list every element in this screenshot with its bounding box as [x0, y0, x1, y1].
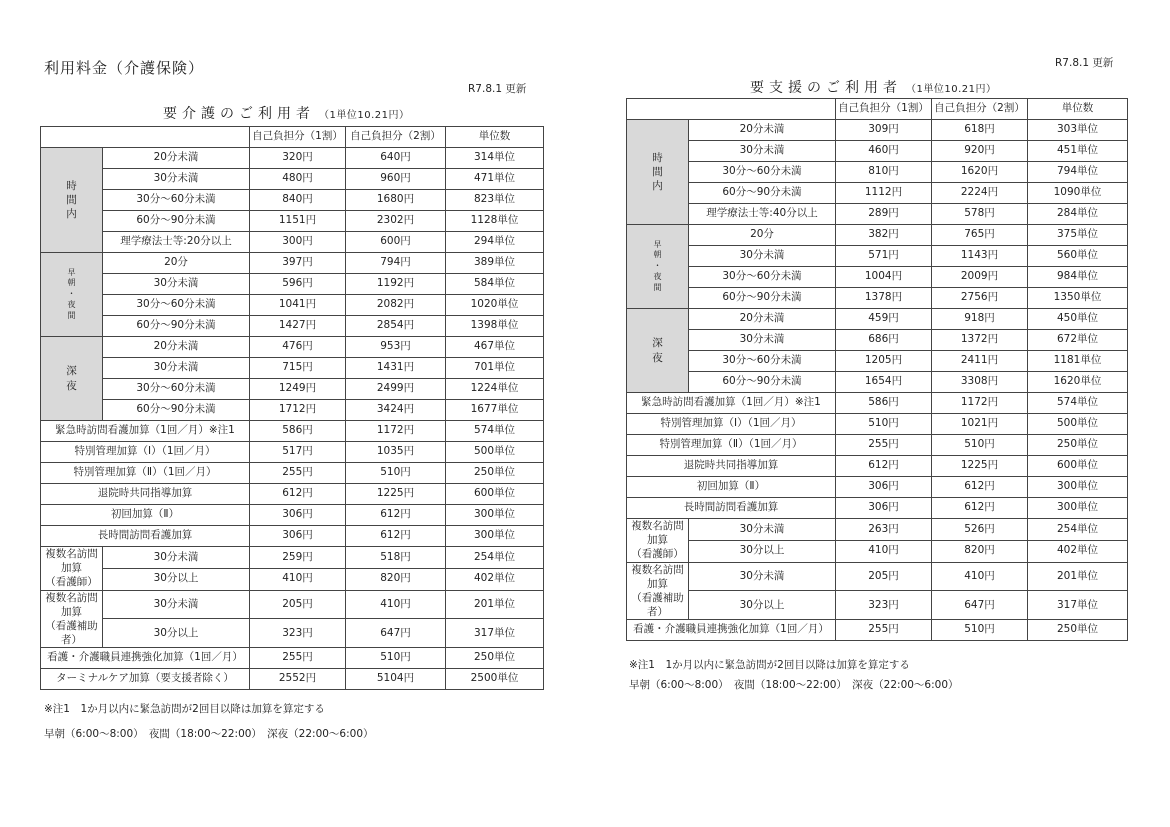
table-row — [41, 526, 544, 547]
price-cell: 1431円 — [346, 358, 446, 379]
duration-label: 20分未満 — [689, 309, 836, 330]
price-cell: 586円 — [836, 393, 932, 414]
duration-label: 20分未満 — [103, 148, 250, 169]
addon-label: 退院時共同指導加算 — [627, 456, 836, 477]
left-heading-text: 要介護のご利用者 — [163, 106, 315, 122]
units-cell: 294単位 — [446, 232, 544, 253]
time-category-label: 深 夜 — [627, 309, 689, 393]
duration-label: 30分〜60分未満 — [103, 190, 250, 211]
multi-visit-duration: 30分未満 — [689, 562, 836, 591]
duration-label: 30分未満 — [689, 246, 836, 267]
price-cell: 3308円 — [932, 372, 1028, 393]
table-row — [41, 190, 544, 211]
price-cell: 255円 — [836, 620, 932, 641]
right-section-heading — [750, 77, 997, 97]
units-cell: 500単位 — [446, 442, 544, 463]
units-cell: 1350単位 — [1028, 288, 1128, 309]
price-cell: 612円 — [346, 526, 446, 547]
price-cell: 255円 — [250, 648, 346, 669]
addon-label: 初回加算（Ⅱ） — [41, 505, 250, 526]
table-row — [41, 568, 544, 590]
multi-visit-duration: 30分未満 — [103, 547, 250, 569]
units-cell: 389単位 — [446, 253, 544, 274]
multi-visit-duration: 30分以上 — [689, 591, 836, 620]
column-header: 自己負担分（1割） — [836, 99, 932, 120]
price-cell: 1225円 — [346, 484, 446, 505]
price-cell: 397円 — [250, 253, 346, 274]
time-category-label: 早 朝 ・ 夜 間 — [627, 225, 689, 309]
price-cell: 309円 — [836, 120, 932, 141]
table-row — [41, 442, 544, 463]
addon-label: 初回加算（Ⅱ） — [627, 477, 836, 498]
price-cell: 618円 — [932, 120, 1028, 141]
units-cell: 471単位 — [446, 169, 544, 190]
units-cell: 1677単位 — [446, 400, 544, 421]
duration-label: 30分未満 — [689, 141, 836, 162]
addon-label: 特別管理加算（Ⅱ）（1回／月） — [627, 435, 836, 456]
units-cell: 600単位 — [446, 484, 544, 505]
price-cell: 612円 — [346, 505, 446, 526]
units-cell: 823単位 — [446, 190, 544, 211]
table-row — [41, 648, 544, 669]
price-cell: 3424円 — [346, 400, 446, 421]
table-row — [41, 295, 544, 316]
table-row — [627, 498, 1128, 519]
table-row — [627, 246, 1128, 267]
addon-label: 看護・介護職員連携強化加算（1回／月） — [41, 648, 250, 669]
table-row — [41, 358, 544, 379]
price-cell: 1021円 — [932, 414, 1028, 435]
price-cell: 612円 — [932, 498, 1028, 519]
price-cell: 510円 — [346, 463, 446, 484]
units-cell: 314単位 — [446, 148, 544, 169]
left-update-date: R7.8.1 更新 — [468, 83, 527, 95]
units-cell: 600単位 — [1028, 456, 1128, 477]
addon-label: 退院時共同指導加算 — [41, 484, 250, 505]
table-row — [627, 477, 1128, 498]
price-cell: 382円 — [836, 225, 932, 246]
price-cell: 518円 — [346, 547, 446, 569]
duration-label: 理学療法士等:40分以上 — [689, 204, 836, 225]
units-cell: 467単位 — [446, 337, 544, 358]
price-cell: 571円 — [836, 246, 932, 267]
multi-visit-label: 複数名訪問加算 （看護師） — [627, 519, 689, 563]
addon-label: 長時間訪問看護加算 — [627, 498, 836, 519]
table-row — [627, 519, 1128, 541]
price-cell: 953円 — [346, 337, 446, 358]
table-row — [41, 619, 544, 648]
price-cell: 2224円 — [932, 183, 1028, 204]
table-row — [41, 505, 544, 526]
price-cell: 586円 — [250, 421, 346, 442]
units-cell: 1398単位 — [446, 316, 544, 337]
duration-label: 30分未満 — [689, 330, 836, 351]
duration-label: 60分〜90分未満 — [689, 372, 836, 393]
price-cell: 259円 — [250, 547, 346, 569]
time-category-label: 早 朝 ・ 夜 間 — [41, 253, 103, 337]
units-cell: 560単位 — [1028, 246, 1128, 267]
table-row — [627, 162, 1128, 183]
units-cell: 451単位 — [1028, 141, 1128, 162]
price-cell: 920円 — [932, 141, 1028, 162]
price-cell: 1680円 — [346, 190, 446, 211]
price-cell: 306円 — [836, 477, 932, 498]
units-cell: 254単位 — [1028, 519, 1128, 541]
price-cell: 1004円 — [836, 267, 932, 288]
price-cell: 765円 — [932, 225, 1028, 246]
addon-label: 特別管理加算（Ⅰ）（1回／月） — [627, 414, 836, 435]
price-cell: 1192円 — [346, 274, 446, 295]
header-row — [41, 127, 544, 148]
price-cell: 205円 — [836, 562, 932, 591]
price-cell: 1112円 — [836, 183, 932, 204]
column-header: 自己負担分（2割） — [346, 127, 446, 148]
units-cell: 201単位 — [1028, 562, 1128, 591]
right-footnote-time-ranges: 早朝（6:00〜8:00） 夜間（18:00〜22:00） 深夜（22:00〜6:00） — [629, 679, 959, 691]
duration-label: 30分未満 — [103, 274, 250, 295]
price-cell: 647円 — [346, 619, 446, 648]
table-row — [627, 183, 1128, 204]
price-cell: 410円 — [250, 568, 346, 590]
units-cell: 375単位 — [1028, 225, 1128, 246]
price-cell: 1427円 — [250, 316, 346, 337]
price-cell: 1151円 — [250, 211, 346, 232]
price-cell: 480円 — [250, 169, 346, 190]
price-cell: 510円 — [932, 620, 1028, 641]
time-category-label: 時 間 内 — [627, 120, 689, 225]
units-cell: 2500単位 — [446, 669, 544, 690]
duration-label: 30分〜60分未満 — [689, 351, 836, 372]
table-row — [41, 148, 544, 169]
price-cell: 320円 — [250, 148, 346, 169]
price-cell: 300円 — [250, 232, 346, 253]
price-cell: 306円 — [250, 505, 346, 526]
price-cell: 820円 — [932, 540, 1028, 562]
price-cell: 459円 — [836, 309, 932, 330]
duration-label: 60分〜90分未満 — [103, 316, 250, 337]
price-cell: 612円 — [932, 477, 1028, 498]
price-cell: 596円 — [250, 274, 346, 295]
care-fee-table — [40, 126, 544, 690]
price-cell: 960円 — [346, 169, 446, 190]
price-cell: 255円 — [836, 435, 932, 456]
price-cell: 2552円 — [250, 669, 346, 690]
left-section-heading — [163, 103, 410, 123]
price-cell: 578円 — [932, 204, 1028, 225]
header-corner — [627, 99, 836, 120]
multi-visit-duration: 30分以上 — [103, 619, 250, 648]
units-cell: 201単位 — [446, 590, 544, 619]
price-cell: 510円 — [932, 435, 1028, 456]
table-row — [627, 309, 1128, 330]
table-row — [627, 330, 1128, 351]
table-row — [627, 351, 1128, 372]
table-row — [627, 591, 1128, 620]
price-cell: 715円 — [250, 358, 346, 379]
addon-label: 特別管理加算（Ⅰ）（1回／月） — [41, 442, 250, 463]
column-header: 単位数 — [446, 127, 544, 148]
price-cell: 306円 — [250, 526, 346, 547]
table-row — [41, 421, 544, 442]
table-row — [41, 379, 544, 400]
table-row — [627, 435, 1128, 456]
price-cell: 323円 — [250, 619, 346, 648]
left-footnote-time-ranges: 早朝（6:00〜8:00） 夜間（18:00〜22:00） 深夜（22:00〜6:00） — [44, 728, 374, 740]
duration-label: 20分未満 — [689, 120, 836, 141]
column-header: 単位数 — [1028, 99, 1128, 120]
addon-label: 緊急時訪問看護加算（1回／月）※注1 — [41, 421, 250, 442]
multi-visit-label: 複数名訪問加算 （看護補助者） — [627, 562, 689, 620]
units-cell: 1620単位 — [1028, 372, 1128, 393]
price-cell: 794円 — [346, 253, 446, 274]
units-cell: 317単位 — [1028, 591, 1128, 620]
price-cell: 263円 — [836, 519, 932, 541]
right-footnote-emergency: ※注1 1か月以内に緊急訪問が2回目以降は加算を算定する — [629, 659, 910, 671]
time-category-label: 時 間 内 — [41, 148, 103, 253]
table-row — [627, 562, 1128, 591]
duration-label: 30分〜60分未満 — [689, 267, 836, 288]
price-cell: 2082円 — [346, 295, 446, 316]
price-cell: 510円 — [346, 648, 446, 669]
price-cell: 647円 — [932, 591, 1028, 620]
price-cell: 460円 — [836, 141, 932, 162]
support-fee-table — [626, 98, 1128, 641]
multi-visit-label: 複数名訪問加算 （看護補助者） — [41, 590, 103, 648]
multi-visit-duration: 30分未満 — [103, 590, 250, 619]
table-row — [627, 120, 1128, 141]
price-cell: 1205円 — [836, 351, 932, 372]
units-cell: 250単位 — [1028, 620, 1128, 641]
price-cell: 526円 — [932, 519, 1028, 541]
time-category-label: 深 夜 — [41, 337, 103, 421]
multi-visit-label: 複数名訪問加算 （看護師） — [41, 547, 103, 591]
table-row — [627, 141, 1128, 162]
addon-label: 特別管理加算（Ⅱ）（1回／月） — [41, 463, 250, 484]
price-cell: 810円 — [836, 162, 932, 183]
price-cell: 289円 — [836, 204, 932, 225]
table-row — [627, 372, 1128, 393]
units-cell: 1128単位 — [446, 211, 544, 232]
table-row — [41, 547, 544, 569]
price-cell: 840円 — [250, 190, 346, 211]
price-cell: 410円 — [932, 562, 1028, 591]
price-cell: 612円 — [250, 484, 346, 505]
table-row — [627, 267, 1128, 288]
table-row — [627, 456, 1128, 477]
price-cell: 1172円 — [932, 393, 1028, 414]
right-heading-text: 要支援のご利用者 — [750, 80, 902, 96]
table-row — [41, 211, 544, 232]
duration-label: 30分未満 — [103, 169, 250, 190]
units-cell: 1224単位 — [446, 379, 544, 400]
multi-visit-duration: 30分未満 — [689, 519, 836, 541]
units-cell: 300単位 — [446, 526, 544, 547]
price-cell: 410円 — [346, 590, 446, 619]
units-cell: 794単位 — [1028, 162, 1128, 183]
units-cell: 574単位 — [1028, 393, 1128, 414]
duration-label: 20分 — [689, 225, 836, 246]
table-row — [41, 463, 544, 484]
duration-label: 20分 — [103, 253, 250, 274]
table-row — [627, 540, 1128, 562]
price-cell: 1249円 — [250, 379, 346, 400]
price-cell: 1143円 — [932, 246, 1028, 267]
units-cell: 500単位 — [1028, 414, 1128, 435]
units-cell: 300単位 — [1028, 498, 1128, 519]
addon-label: 長時間訪問看護加算 — [41, 526, 250, 547]
table-row — [41, 253, 544, 274]
duration-label: 60分〜90分未満 — [689, 288, 836, 309]
left-heading-unit-note: （1単位10.21円） — [319, 110, 410, 121]
multi-visit-duration: 30分以上 — [103, 568, 250, 590]
table-row — [41, 316, 544, 337]
header-row — [627, 99, 1128, 120]
price-cell: 686円 — [836, 330, 932, 351]
price-cell: 2499円 — [346, 379, 446, 400]
price-cell: 2302円 — [346, 211, 446, 232]
price-cell: 820円 — [346, 568, 446, 590]
price-cell: 410円 — [836, 540, 932, 562]
table-row — [627, 288, 1128, 309]
table-row — [41, 232, 544, 253]
column-header: 自己負担分（2割） — [932, 99, 1028, 120]
price-cell: 2756円 — [932, 288, 1028, 309]
price-cell: 1041円 — [250, 295, 346, 316]
units-cell: 584単位 — [446, 274, 544, 295]
units-cell: 300単位 — [446, 505, 544, 526]
document-title: 利用料金（介護保険） — [44, 59, 205, 77]
price-cell: 1712円 — [250, 400, 346, 421]
duration-label: 30分〜60分未満 — [103, 295, 250, 316]
price-cell: 2854円 — [346, 316, 446, 337]
units-cell: 450単位 — [1028, 309, 1128, 330]
units-cell: 250単位 — [1028, 435, 1128, 456]
table-row — [41, 669, 544, 690]
price-cell: 323円 — [836, 591, 932, 620]
duration-label: 60分〜90分未満 — [103, 211, 250, 232]
units-cell: 574単位 — [446, 421, 544, 442]
duration-label: 30分未満 — [103, 358, 250, 379]
duration-label: 60分〜90分未満 — [689, 183, 836, 204]
price-cell: 612円 — [836, 456, 932, 477]
table-row — [627, 414, 1128, 435]
units-cell: 303単位 — [1028, 120, 1128, 141]
price-cell: 918円 — [932, 309, 1028, 330]
table-row — [41, 590, 544, 619]
price-cell: 1654円 — [836, 372, 932, 393]
units-cell: 1181単位 — [1028, 351, 1128, 372]
units-cell: 250単位 — [446, 648, 544, 669]
addon-label: 緊急時訪問看護加算（1回／月）※注1 — [627, 393, 836, 414]
duration-label: 20分未満 — [103, 337, 250, 358]
price-cell: 255円 — [250, 463, 346, 484]
table-row — [41, 337, 544, 358]
price-cell: 476円 — [250, 337, 346, 358]
price-cell: 517円 — [250, 442, 346, 463]
right-update-date: R7.8.1 更新 — [1055, 57, 1114, 69]
price-cell: 205円 — [250, 590, 346, 619]
price-cell: 1372円 — [932, 330, 1028, 351]
units-cell: 317単位 — [446, 619, 544, 648]
duration-label: 30分〜60分未満 — [103, 379, 250, 400]
units-cell: 254単位 — [446, 547, 544, 569]
units-cell: 250単位 — [446, 463, 544, 484]
table-row — [41, 484, 544, 505]
price-cell: 1378円 — [836, 288, 932, 309]
price-cell: 640円 — [346, 148, 446, 169]
multi-visit-duration: 30分以上 — [689, 540, 836, 562]
column-header: 自己負担分（1割） — [250, 127, 346, 148]
table-row — [41, 169, 544, 190]
units-cell: 300単位 — [1028, 477, 1128, 498]
price-cell: 1172円 — [346, 421, 446, 442]
price-cell: 2009円 — [932, 267, 1028, 288]
units-cell: 1090単位 — [1028, 183, 1128, 204]
duration-label: 30分〜60分未満 — [689, 162, 836, 183]
units-cell: 1020単位 — [446, 295, 544, 316]
price-cell: 5104円 — [346, 669, 446, 690]
table-row — [627, 393, 1128, 414]
units-cell: 672単位 — [1028, 330, 1128, 351]
price-cell: 306円 — [836, 498, 932, 519]
units-cell: 984単位 — [1028, 267, 1128, 288]
price-cell: 600円 — [346, 232, 446, 253]
units-cell: 284単位 — [1028, 204, 1128, 225]
price-cell: 1035円 — [346, 442, 446, 463]
table-row — [627, 620, 1128, 641]
addon-label: 看護・介護職員連携強化加算（1回／月） — [627, 620, 836, 641]
price-cell: 2411円 — [932, 351, 1028, 372]
header-corner — [41, 127, 250, 148]
duration-label: 理学療法士等:20分以上 — [103, 232, 250, 253]
price-cell: 1620円 — [932, 162, 1028, 183]
units-cell: 402単位 — [446, 568, 544, 590]
units-cell: 701単位 — [446, 358, 544, 379]
price-cell: 1225円 — [932, 456, 1028, 477]
table-row — [627, 225, 1128, 246]
table-row — [627, 204, 1128, 225]
table-row — [41, 400, 544, 421]
price-cell: 510円 — [836, 414, 932, 435]
right-heading-unit-note: （1単位10.21円） — [906, 84, 997, 95]
units-cell: 402単位 — [1028, 540, 1128, 562]
duration-label: 60分〜90分未満 — [103, 400, 250, 421]
addon-label: ターミナルケア加算（要支援者除く） — [41, 669, 250, 690]
table-row — [41, 274, 544, 295]
left-footnote-emergency: ※注1 1か月以内に緊急訪問が2回目以降は加算を算定する — [44, 703, 325, 715]
